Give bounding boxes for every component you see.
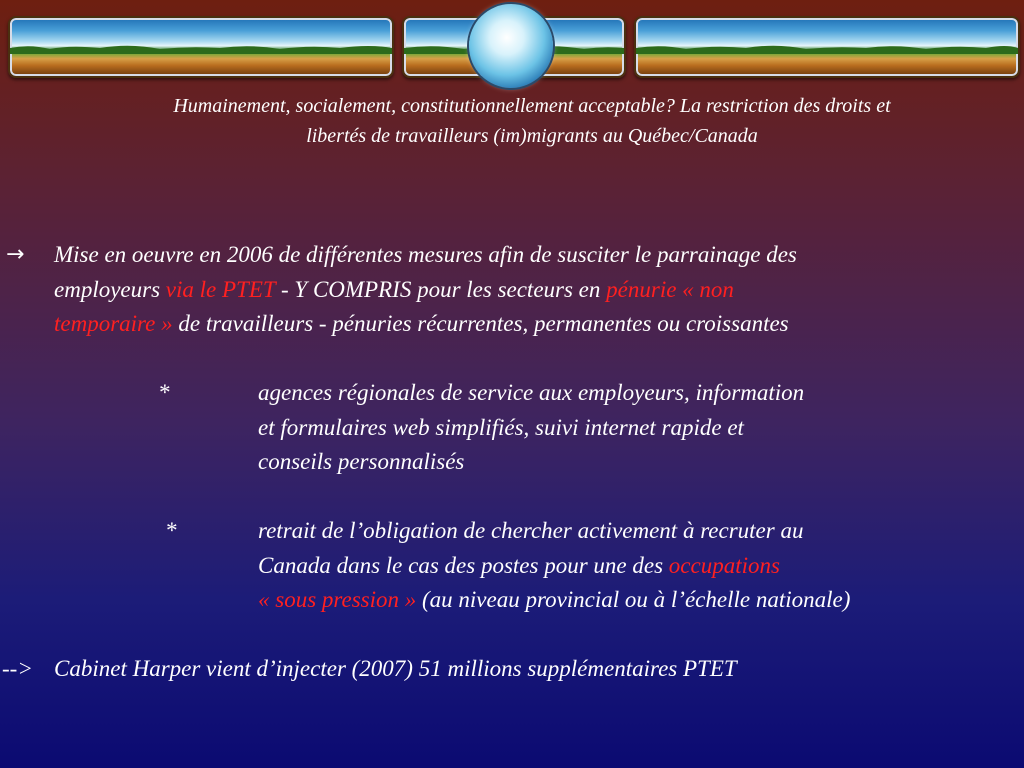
title-line-2: libertés de travailleurs (im)migrants au Québec/Canada [306,125,758,147]
landscape-panel-right [634,16,1020,78]
bullet1-line1: Mise en oeuvre en 2006 de différentes mesures afin de susciter le parrainage des [54,242,797,267]
sub2-star: * [165,518,177,543]
right-arrow-icon: → [6,242,25,267]
bullet1-highlight-temporaire: temporaire » [54,311,173,336]
sub2-line2 [258,549,780,584]
landscape-panel-left [8,16,394,78]
globe-icon [469,4,553,88]
sub2-line3-b: (au niveau provincial ou à l’échelle nationale) [416,587,851,612]
bullet1-line2-a: employeurs [54,276,166,302]
bullet1-line2 [54,273,734,308]
sub2-line2-a: Canada dans le cas des postes pour une des [258,552,669,578]
bullet1-line2-c: - Y COMPRIS pour les secteurs en [275,276,607,302]
sub2-line1: retrait de l’obligation de chercher activement à recruter au [258,518,804,543]
bullet2-text: Cabinet Harper vient d’injecter (2007) 51 millions supplémentaires PTET [54,656,737,681]
sub2-line3 [258,583,850,618]
bullet1-line3-b: de travailleurs - pénuries récurrentes, permanentes ou croissantes [172,311,789,336]
sub1-line2: et formulaires web simplifiés, suivi internet rapide et [258,414,744,440]
sub1-line3: conseils personnalisés [258,449,465,474]
sub2-highlight-sous-pression: « sous pression » [258,587,417,612]
slide-title [40,91,1024,151]
title-line-1: Humainement, socialement, constitutionnellement acceptable? La restriction des droits et [173,95,891,117]
sub2-highlight-occupations: occupations [668,552,780,578]
header-banner [0,0,1024,90]
bullet1-highlight-ptet: via le PTET [165,276,276,302]
bullet1-line3 [54,307,789,342]
sub1-line1: agences régionales de service aux employeurs, information [258,380,805,405]
sub1-star: * [158,380,170,405]
bullet1-highlight-penurie: pénurie « non [606,276,734,302]
bullet2-marker: --> [2,656,33,681]
